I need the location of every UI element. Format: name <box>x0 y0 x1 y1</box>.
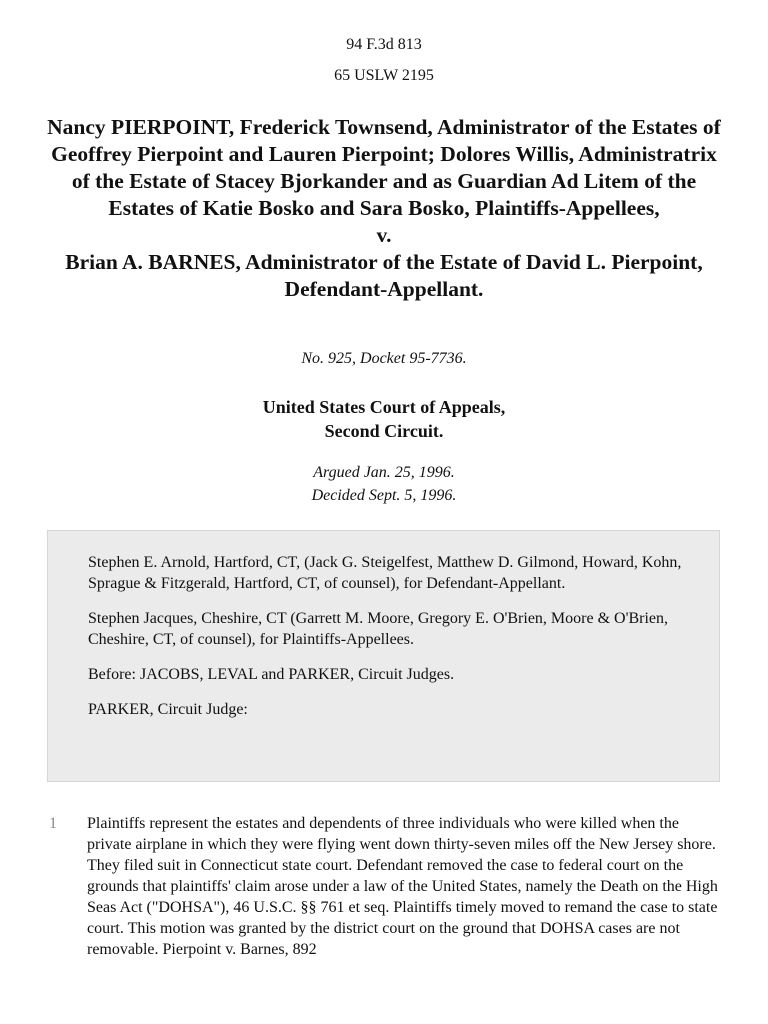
court-line-1: United States Court of Appeals, <box>262 397 506 417</box>
paragraph-text: Plaintiffs represent the estates and dependents of three individuals who were killed when the private airplane in which they were flying went down thirty-seven miles off the New Jersey shore. They filed suit in Connecticut state court. Defendant removed the case to federal court on the grounds that plaintiffs' claim arose under a law of the United States, namely the Death on the High Seas Act ("DOHSA"), 46 U.S.C. §§ 761 et seq. Plaintiffs timely moved to remand the case to state court. This motion was granted by the district court on the ground that DOHSA cases are not removable. Pierpoint v. Barnes, 892 <box>87 815 718 958</box>
case-caption <box>40 114 728 303</box>
plaintiff-counsel: Stephen Jacques, Cheshire, CT (Garrett M. Moore, Gregory E. O'Brien, Moore & O'Brien, Cheshire, CT, of counsel), for Plaintiffs-Appellees. <box>88 610 669 648</box>
decided-date: Decided Sept. 5, 1996. <box>311 487 457 504</box>
uslw-citation: 65 USLW 2195 <box>334 67 434 84</box>
case-dates <box>0 461 768 507</box>
defendant-counsel: Stephen E. Arnold, Hartford, CT, (Jack G. Steigelfest, Matthew D. Gilmond, Howard, Kohn, Sprague & Fitzgerald, Hartford, CT, of counsel), for Defendant-Appellant. <box>88 554 682 592</box>
court-line-2: Second Circuit. <box>324 421 444 441</box>
paragraph-number: 1 <box>49 815 57 832</box>
caption-plaintiffs: Nancy PIERPOINT, Frederick Townsend, Administrator of the Estates of Geoffrey Pierpoint and Lauren Pierpoint; Dolores Willis, Administratrix of the Estate of Stacey Bjorkander and as Guardian Ad Litem of the Estates of Katie Bosko and Sara Bosko, Plaintiffs-Appellees, <box>47 115 721 220</box>
caption-defendant: Brian A. BARNES, Administrator of the Estate of David L. Pierpoint, Defendant-Appellant. <box>65 250 703 301</box>
counsel-panel <box>47 530 720 782</box>
argued-date: Argued Jan. 25, 1996. <box>313 464 455 481</box>
opinion-author: PARKER, Circuit Judge: <box>88 701 248 718</box>
docket-number: No. 925, Docket 95-7736. <box>301 350 467 367</box>
reporter-citation: 94 F.3d 813 <box>346 36 422 53</box>
court-name <box>0 395 768 443</box>
judges-panel: Before: JACOBS, LEVAL and PARKER, Circuit Judges. <box>88 666 455 683</box>
caption-versus: v. <box>376 223 392 247</box>
